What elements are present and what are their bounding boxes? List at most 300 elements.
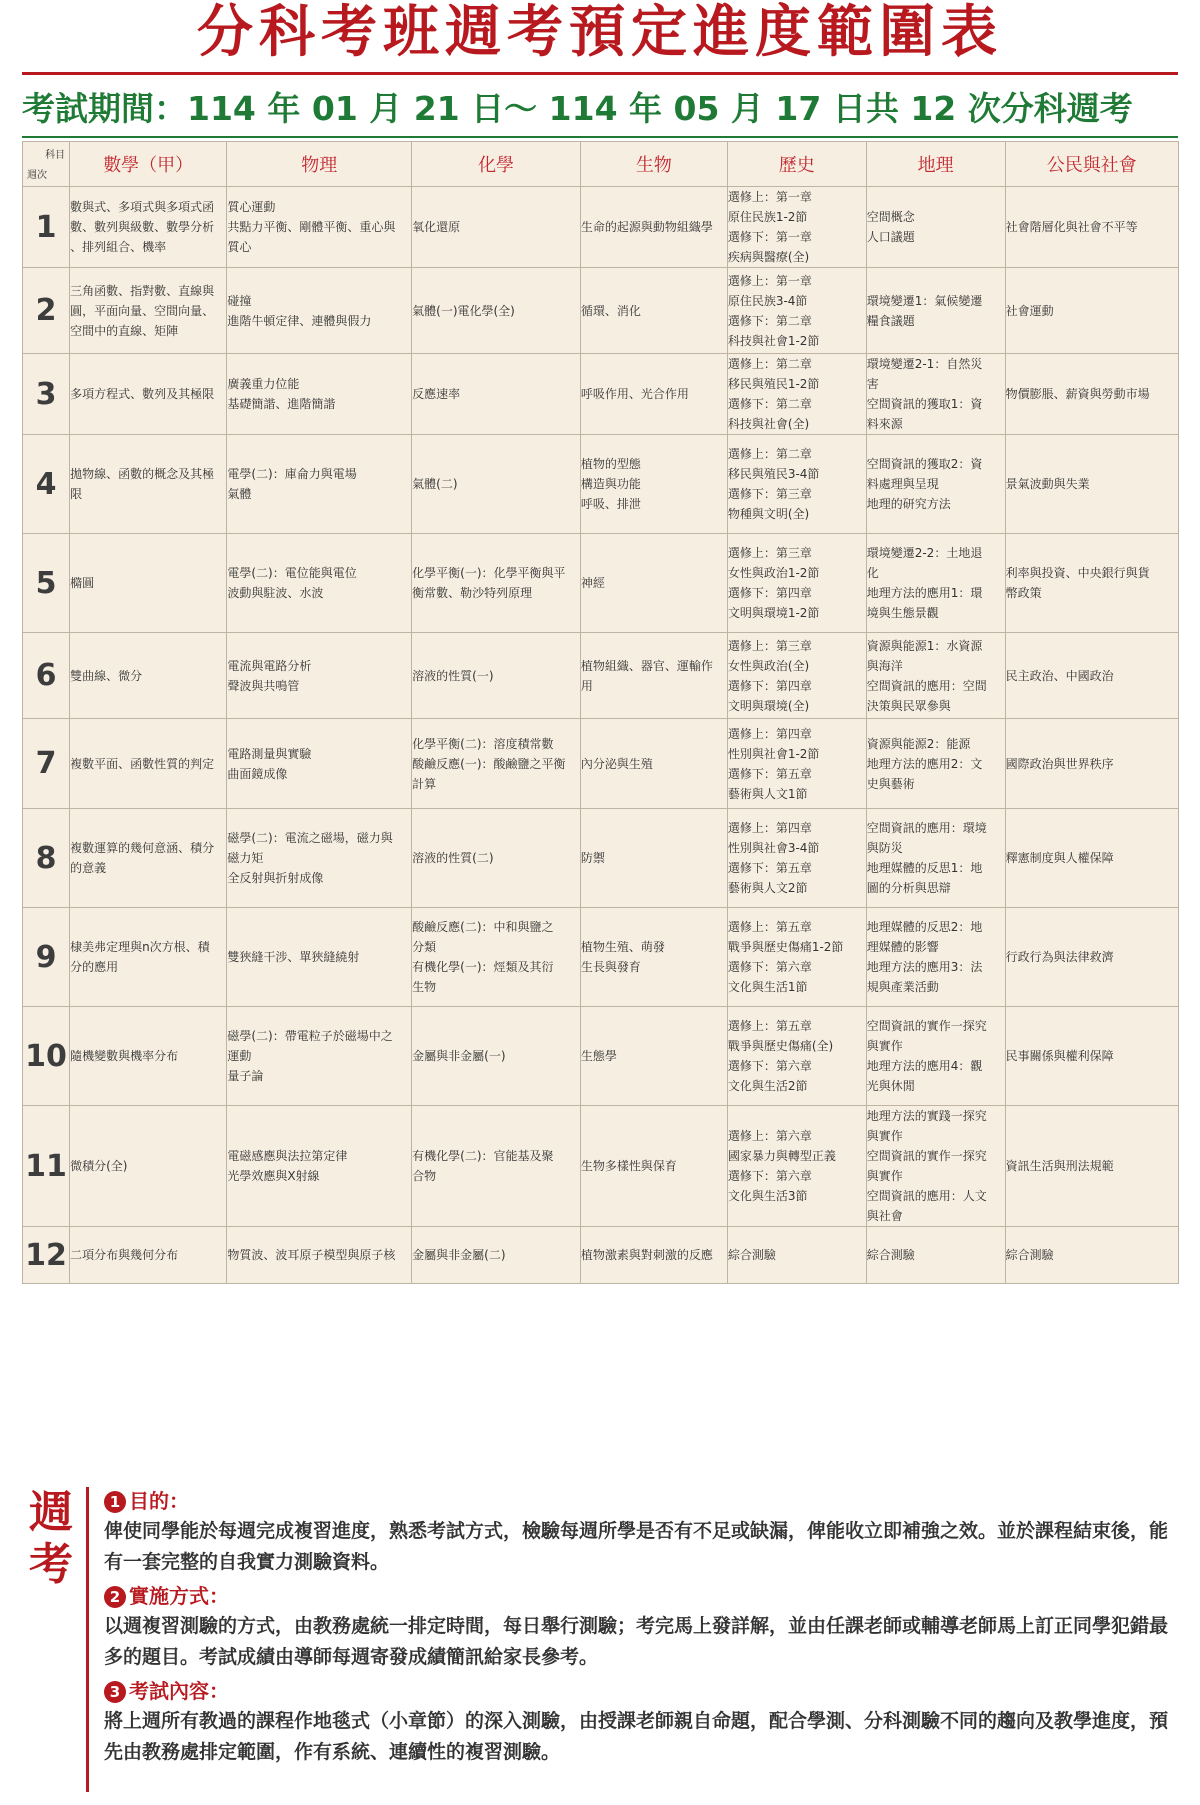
- note-body-purpose: 俾使同學能於每週完成複習進度，熟悉考試方式，檢驗每週所學是否有不足或缺漏，俾能收立即補強之效。並於課程結束後，能有一套完整的自我實力測驗資料。: [104, 1520, 1169, 1573]
- cell-line: 空間中的直線、矩陣: [70, 323, 179, 338]
- cell-biology: [580, 435, 727, 534]
- cell-biology: [580, 1007, 727, 1106]
- cell-line: 植物組織、器官、運輸作: [580, 658, 713, 673]
- cell-geography: [866, 719, 1005, 809]
- cell-line: 空間概念: [866, 210, 915, 224]
- cell-physics: [227, 1227, 412, 1284]
- side-char-exam: 考: [29, 1539, 73, 1590]
- cell-line: 分類: [412, 940, 437, 954]
- cell-history: [727, 719, 866, 809]
- cell-line: 曲面鏡成像: [227, 766, 288, 781]
- cell-line: 文化與生活2節: [727, 1079, 808, 1093]
- cell-line: 選修下：第四章: [727, 586, 812, 600]
- cell-line: 氣體(二): [412, 477, 458, 491]
- cell-line: 科技與社會1-2節: [727, 333, 820, 348]
- cell-biology: [580, 633, 727, 719]
- cell-biology: [580, 719, 727, 809]
- cell-line: 資訊生活與刑法規範: [1005, 1159, 1114, 1173]
- cell-line: 空間資訊的應用：環境: [866, 821, 987, 835]
- cell-history: [727, 633, 866, 719]
- page-title: 分科考班週考預定進度範圍表: [197, 0, 1003, 65]
- cell-history: [727, 268, 866, 354]
- week-row: [23, 1007, 1179, 1106]
- cell-line: 生命的起源與動物組織學: [580, 220, 713, 234]
- cell-biology: [580, 1227, 727, 1284]
- cell-line: 選修上：第四章: [727, 726, 812, 741]
- cell-physics: [227, 719, 412, 809]
- cell-line: 地理方法的應用1：環: [866, 586, 983, 600]
- cell-line: 生物: [412, 980, 437, 994]
- cell-line: 全反射與折射成像: [227, 871, 324, 885]
- cell-line: 藝術與人文2節: [727, 881, 808, 895]
- cell-line: 選修上：第五章: [727, 920, 812, 934]
- cell-line: 利率與投資、中央銀行與貨: [1005, 566, 1150, 580]
- cell-line: 溶液的性質(二): [412, 851, 494, 865]
- cell-line: 糧食議題: [866, 313, 915, 328]
- cell-line: 電流與電路分析: [227, 658, 312, 673]
- cell-line: 選修下：第三章: [727, 487, 812, 501]
- cell-math: [70, 268, 227, 354]
- period-rule: [22, 136, 1178, 138]
- side-char-week: 週: [29, 1487, 73, 1538]
- cell-line: 境與生態景觀: [866, 606, 939, 620]
- cell-physics: [227, 354, 412, 435]
- cell-line: 數與式、多項式與多項式函: [70, 200, 215, 214]
- cell-physics: [227, 633, 412, 719]
- cell-line: 質心運動: [227, 200, 276, 214]
- header-civics: 公民與社會: [1005, 142, 1178, 187]
- cell-chemistry: [412, 1106, 581, 1227]
- week-row: [23, 633, 1179, 719]
- note-heading-content: [104, 1676, 1184, 1706]
- cell-physics: [227, 1007, 412, 1106]
- cell-line: 拋物線、函數的概念及其極: [70, 467, 215, 481]
- cell-line: 衡常數、勒沙特列原理: [412, 586, 533, 600]
- cell-history: [727, 1227, 866, 1284]
- week-row: [23, 354, 1179, 435]
- cell-line: 酸鹼反應(二)：中和與鹽之: [412, 920, 554, 934]
- cell-line: 化: [866, 566, 879, 580]
- cell-line: 基礎簡諧、進階簡諧: [227, 397, 336, 411]
- cell-line: 地理方法的應用2：文: [866, 756, 983, 771]
- cell-line: 金屬與非金屬(二): [412, 1248, 506, 1262]
- number-badge-icon: 3: [104, 1681, 126, 1703]
- cell-line: 女性與政治1-2節: [727, 566, 820, 580]
- notes-side-label: [22, 1487, 80, 1792]
- cell-line: 運動: [227, 1049, 252, 1063]
- cell-line: 綜合測驗: [866, 1248, 915, 1262]
- cell-line: 社會階層化與社會不平等: [1005, 220, 1138, 234]
- cell-line: 選修下：第六章: [727, 1169, 812, 1183]
- cell-line: 化學平衡(二)：溶度積常數: [412, 736, 554, 751]
- cell-line: 雙狹縫干涉、單狹縫繞射: [227, 950, 360, 964]
- cell-physics: [227, 435, 412, 534]
- cell-line: 選修上：第一章: [727, 273, 812, 288]
- cell-line: 地理方法的實踐一探究: [866, 1109, 987, 1123]
- cell-line: 選修下：第五章: [727, 861, 812, 875]
- cell-line: 循環、消化: [580, 303, 641, 318]
- cell-history: [727, 908, 866, 1007]
- cell-line: 料來源: [866, 417, 903, 431]
- cell-geography: [866, 809, 1005, 908]
- header-history: 歷史: [727, 142, 866, 187]
- cell-line: 用: [580, 678, 593, 693]
- note-heading-text: 目的：: [129, 1489, 189, 1513]
- cell-line: 電路測量與實驗: [227, 746, 312, 761]
- week-row: [23, 534, 1179, 633]
- cell-line: 與實作: [866, 1039, 903, 1053]
- cell-line: 與社會: [866, 1209, 903, 1223]
- cell-math: [70, 435, 227, 534]
- cell-line: 文明與環境(全): [727, 698, 810, 713]
- cell-line: 限: [70, 487, 83, 501]
- corner-cell: [23, 142, 70, 187]
- cell-civics: [1005, 1106, 1178, 1227]
- cell-chemistry: [412, 435, 581, 534]
- week-number: 2: [23, 268, 70, 354]
- notes-divider: [86, 1487, 89, 1792]
- cell-biology: [580, 187, 727, 268]
- cell-line: 物種與文明(全): [727, 507, 810, 521]
- cell-line: 質心: [227, 240, 252, 254]
- cell-line: 原住民族3-4節: [727, 293, 808, 308]
- cell-chemistry: [412, 719, 581, 809]
- cell-line: 微積分(全): [70, 1159, 128, 1173]
- cell-line: 資源與能源2：能源: [866, 736, 971, 751]
- cell-line: 戰爭與歷史傷痛(全): [727, 1039, 834, 1053]
- cell-physics: [227, 809, 412, 908]
- cell-line: 空間資訊的實作一探究: [866, 1019, 987, 1033]
- cell-geography: [866, 187, 1005, 268]
- cell-line: 物價膨脹、薪資與勞動市場: [1005, 387, 1150, 401]
- cell-line: 選修上：第二章: [727, 357, 812, 371]
- cell-line: 磁力矩: [227, 851, 264, 865]
- cell-line: 分的應用: [70, 960, 119, 974]
- cell-line: 行政行為與法律救濟: [1005, 950, 1114, 964]
- cell-geography: [866, 633, 1005, 719]
- cell-line: 文化與生活3節: [727, 1189, 808, 1203]
- cell-line: 圖的分析與思辯: [866, 881, 951, 895]
- cell-chemistry: [412, 1227, 581, 1284]
- cell-math: [70, 187, 227, 268]
- cell-line: 選修下：第二章: [727, 313, 812, 328]
- cell-history: [727, 354, 866, 435]
- cell-line: 選修上：第六章: [727, 1129, 812, 1143]
- week-number: 4: [23, 435, 70, 534]
- cell-line: 戰爭與歷史傷痛1-2節: [727, 940, 844, 954]
- cell-line: 生長與發育: [580, 960, 641, 974]
- cell-line: 移民與殖民1-2節: [727, 377, 820, 391]
- title-rule: [22, 72, 1178, 75]
- cell-line: 理媒體的影響: [866, 940, 939, 954]
- cell-line: 有機化學(一)：烴類及其衍: [412, 960, 554, 974]
- cell-math: [70, 809, 227, 908]
- corner-week-label: 週次: [27, 170, 47, 181]
- cell-line: 地理的研究方法: [866, 497, 951, 511]
- cell-chemistry: [412, 354, 581, 435]
- cell-line: 進階牛頓定律、連體與假力: [227, 313, 372, 328]
- cell-line: 選修下：第四章: [727, 678, 812, 693]
- week-row: [23, 908, 1179, 1007]
- cell-line: 氧化還原: [412, 220, 461, 234]
- cell-history: [727, 1106, 866, 1227]
- cell-line: 與實作: [866, 1169, 903, 1183]
- cell-chemistry: [412, 809, 581, 908]
- cell-line: 電磁感應與法拉第定律: [227, 1149, 348, 1163]
- cell-line: 性別與社會3-4節: [727, 841, 820, 855]
- week-row: [23, 268, 1179, 354]
- cell-line: 原住民族1-2節: [727, 210, 808, 224]
- cell-civics: [1005, 908, 1178, 1007]
- cell-civics: [1005, 719, 1178, 809]
- cell-geography: [866, 1106, 1005, 1227]
- week-number: 9: [23, 908, 70, 1007]
- week-number: 8: [23, 809, 70, 908]
- cell-line: 光學效應與X射線: [227, 1169, 320, 1183]
- cell-chemistry: [412, 908, 581, 1007]
- cell-line: 地理方法的應用4：觀: [866, 1059, 983, 1073]
- cell-line: 植物激素與對刺激的反應: [580, 1248, 713, 1262]
- cell-geography: [866, 1227, 1005, 1284]
- note-body-method: 以週複習測驗的方式，由教務處統一排定時間，每日舉行測驗；考完馬上發詳解，並由任課老師或輔導老師馬上訂正同學犯錯最多的題目。考試成績由導師每週寄發成績簡訊給家長參考。: [104, 1615, 1169, 1668]
- cell-line: 與海洋: [866, 658, 903, 673]
- cell-line: 女性與政治(全): [727, 658, 810, 673]
- cell-history: [727, 187, 866, 268]
- cell-line: 聲波與共鳴管: [227, 678, 300, 693]
- cell-line: 選修下：第五章: [727, 766, 812, 781]
- cell-line: 神經: [580, 576, 605, 590]
- exam-period: 考試期間：114 年 01 月 21 日～ 114 年 05 月 17 日共 12 次分科週考: [22, 89, 1133, 128]
- cell-line: 溶液的性質(一): [412, 668, 494, 683]
- cell-line: 內分泌與生殖: [580, 756, 653, 771]
- cell-line: 氣體(一)電化學(全): [412, 303, 515, 318]
- number-badge-icon: 2: [104, 1586, 126, 1608]
- cell-line: 計算: [412, 776, 437, 791]
- cell-line: 空間資訊的獲取2：資: [866, 457, 983, 471]
- week-row: [23, 1106, 1179, 1227]
- cell-line: 科技與社會(全): [727, 417, 810, 431]
- cell-line: 選修下：第二章: [727, 397, 812, 411]
- cell-line: 電學(二)：庫侖力與電場: [227, 467, 357, 481]
- cell-line: 量子論: [227, 1069, 264, 1083]
- cell-line: 呼吸作用、光合作用: [580, 387, 689, 401]
- corner-subject-label: 科目: [45, 150, 66, 161]
- cell-line: 合物: [412, 1169, 437, 1183]
- cell-math: [70, 908, 227, 1007]
- week-row: [23, 1227, 1179, 1284]
- cell-biology: [580, 809, 727, 908]
- cell-math: [70, 1007, 227, 1106]
- cell-line: 數、數列與級數、數學分析: [70, 220, 215, 234]
- header-biology: 生物: [580, 142, 727, 187]
- cell-line: 空間資訊的應用：人文: [866, 1189, 987, 1203]
- cell-line: 選修上：第三章: [727, 638, 812, 653]
- cell-civics: [1005, 268, 1178, 354]
- cell-line: 磁學(二)：帶電粒子於磁場中之: [227, 1029, 393, 1043]
- number-badge-icon: 1: [104, 1491, 126, 1513]
- week-number: 1: [23, 187, 70, 268]
- week-number: 12: [23, 1227, 70, 1284]
- cell-civics: [1005, 534, 1178, 633]
- cell-line: 生態學: [580, 1049, 617, 1063]
- week-number: 6: [23, 633, 70, 719]
- header-physics: 物理: [227, 142, 412, 187]
- cell-line: 選修下：第六章: [727, 1059, 812, 1073]
- week-row: [23, 809, 1179, 908]
- cell-line: 景氣波動與失業: [1005, 477, 1090, 491]
- cell-line: 選修下：第六章: [727, 960, 812, 974]
- note-heading-method: [104, 1581, 1184, 1611]
- cell-line: 國際政治與世界秩序: [1005, 756, 1114, 771]
- cell-civics: [1005, 354, 1178, 435]
- note-heading-text: 實施方式：: [129, 1584, 229, 1608]
- cell-geography: [866, 268, 1005, 354]
- cell-line: 社會運動: [1005, 303, 1054, 318]
- header-math: 數學（甲）: [70, 142, 227, 187]
- cell-math: [70, 633, 227, 719]
- cell-line: 三角函數、指對數、直線與: [70, 283, 215, 298]
- cell-line: 疾病與醫療(全): [727, 250, 810, 264]
- cell-math: [70, 534, 227, 633]
- cell-line: 料處理與呈現: [866, 477, 939, 491]
- cell-line: 生物多樣性與保育: [580, 1159, 677, 1173]
- cell-line: 構造與功能: [580, 477, 641, 491]
- cell-line: 與實作: [866, 1129, 903, 1143]
- cell-line: 國家暴力與轉型正義: [727, 1149, 836, 1163]
- cell-line: 釋憲制度與人權保障: [1005, 851, 1114, 865]
- cell-line: 化學平衡(一)：化學平衡與平: [412, 566, 566, 580]
- cell-line: 與防災: [866, 841, 903, 855]
- header-row: [23, 142, 1179, 187]
- cell-line: 空間資訊的獲取1：資: [866, 397, 983, 411]
- cell-line: 防禦: [580, 851, 605, 865]
- cell-physics: [227, 908, 412, 1007]
- header-geography: 地理: [866, 142, 1005, 187]
- cell-line: 選修上：第二章: [727, 447, 812, 461]
- cell-line: 選修下：第一章: [727, 230, 812, 244]
- cell-line: 酸鹼反應(一)：酸鹼鹽之平衡: [412, 756, 566, 771]
- cell-line: 幣政策: [1005, 586, 1042, 600]
- week-number: 7: [23, 719, 70, 809]
- cell-line: 光與休閒: [866, 1079, 915, 1093]
- cell-line: 空間資訊的實作一探究: [866, 1149, 987, 1163]
- cell-line: 文化與生活1節: [727, 980, 808, 994]
- cell-line: 雙曲線、微分: [70, 668, 143, 683]
- cell-line: 文明與環境1-2節: [727, 606, 820, 620]
- cell-chemistry: [412, 633, 581, 719]
- cell-civics: [1005, 1227, 1178, 1284]
- cell-line: 多項方程式、數列及其極限: [70, 387, 215, 401]
- cell-math: [70, 1106, 227, 1227]
- cell-line: 人口議題: [866, 230, 915, 244]
- cell-line: 地理方法的應用3：法: [866, 960, 983, 974]
- cell-physics: [227, 268, 412, 354]
- cell-biology: [580, 534, 727, 633]
- week-row: [23, 719, 1179, 809]
- cell-line: 的意義: [70, 861, 107, 875]
- cell-line: 有機化學(二)：官能基及聚: [412, 1149, 554, 1163]
- cell-history: [727, 534, 866, 633]
- cell-biology: [580, 354, 727, 435]
- cell-chemistry: [412, 187, 581, 268]
- cell-line: 共點力平衡、剛體平衡、重心與: [227, 220, 396, 234]
- cell-line: 反應速率: [412, 387, 461, 401]
- cell-civics: [1005, 633, 1178, 719]
- cell-civics: [1005, 809, 1178, 908]
- cell-line: 選修上：第四章: [727, 821, 812, 835]
- week-row: [23, 435, 1179, 534]
- schedule-table: [22, 141, 1179, 1284]
- cell-line: 選修上：第三章: [727, 546, 812, 560]
- cell-biology: [580, 268, 727, 354]
- cell-line: 隨機變數與機率分布: [70, 1049, 179, 1063]
- cell-line: 民事關係與權利保障: [1005, 1049, 1114, 1063]
- cell-line: 氣體: [227, 487, 252, 501]
- cell-line: 波動與駐波、水波: [227, 586, 324, 600]
- cell-history: [727, 809, 866, 908]
- week-number: 5: [23, 534, 70, 633]
- cell-line: 資源與能源1：水資源: [866, 638, 983, 653]
- cell-line: 二項分布與幾何分布: [70, 1248, 179, 1262]
- week-row: [23, 187, 1179, 268]
- cell-math: [70, 354, 227, 435]
- cell-line: 環境變遷2-2：土地退: [866, 546, 983, 560]
- cell-line: 選修上：第一章: [727, 190, 812, 204]
- header-chemistry: 化學: [412, 142, 581, 187]
- cell-history: [727, 435, 866, 534]
- cell-line: 害: [866, 377, 879, 391]
- note-body-content: 將上週所有教過的課程作地毯式（小章節）的深入測驗，由授課老師親自命題，配合學測、分科測驗不同的趨向及教學進度，預先由教務處排定範圍，作有系統、連續性的複習測驗。: [104, 1710, 1169, 1763]
- cell-line: 複數運算的幾何意涵、積分: [70, 841, 215, 855]
- cell-line: 綜合測驗: [727, 1248, 776, 1262]
- cell-biology: [580, 908, 727, 1007]
- week-number: 11: [23, 1106, 70, 1227]
- cell-line: 呼吸、排泄: [580, 497, 641, 511]
- cell-geography: [866, 908, 1005, 1007]
- cell-line: 決策與民眾參與: [866, 698, 951, 713]
- cell-line: 橢圓: [70, 576, 95, 590]
- cell-civics: [1005, 1007, 1178, 1106]
- cell-line: 棣美弗定理與n次方根、積: [70, 940, 210, 954]
- cell-line: 植物的型態: [580, 457, 641, 471]
- cell-line: 地理媒體的反思1：地: [866, 861, 983, 875]
- cell-physics: [227, 534, 412, 633]
- week-number: 3: [23, 354, 70, 435]
- cell-geography: [866, 354, 1005, 435]
- cell-physics: [227, 187, 412, 268]
- cell-line: 史與藝術: [866, 776, 915, 791]
- cell-line: 植物生殖、萌發: [580, 940, 665, 954]
- cell-line: 藝術與人文1節: [727, 786, 808, 801]
- cell-line: 複數平面、函數性質的判定: [70, 756, 215, 771]
- cell-line: 移民與殖民3-4節: [727, 467, 820, 481]
- cell-civics: [1005, 187, 1178, 268]
- cell-line: 圓，平面向量、空間向量、: [70, 303, 215, 318]
- cell-line: 電學(二)：電位能與電位: [227, 566, 357, 580]
- cell-math: [70, 1227, 227, 1284]
- cell-physics: [227, 1106, 412, 1227]
- cell-chemistry: [412, 268, 581, 354]
- cell-history: [727, 1007, 866, 1106]
- cell-biology: [580, 1106, 727, 1227]
- cell-line: 磁學(二)：電流之磁場，磁力與: [227, 831, 393, 845]
- cell-line: 空間資訊的應用：空間: [866, 678, 987, 693]
- week-number: 10: [23, 1007, 70, 1106]
- cell-geography: [866, 435, 1005, 534]
- cell-line: 綜合測驗: [1005, 1248, 1054, 1262]
- cell-line: 民主政治、中國政治: [1005, 668, 1114, 683]
- cell-line: 規與產業活動: [866, 980, 939, 994]
